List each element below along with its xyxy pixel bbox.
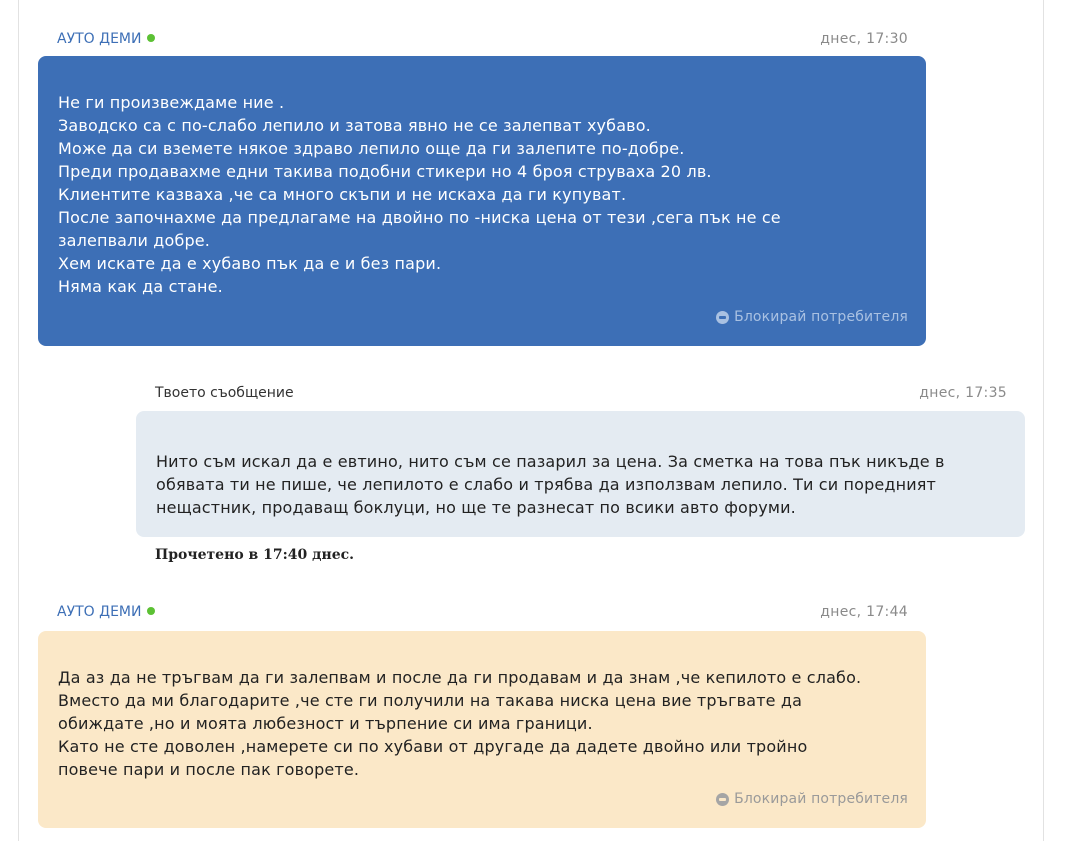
online-dot-icon [147, 607, 155, 615]
message-bubble-incoming [38, 631, 926, 828]
message-bubble-incoming [38, 56, 926, 346]
block-user-button[interactable] [716, 308, 908, 326]
block-user-button[interactable] [716, 790, 908, 808]
message-3-time: днес, 17:44 [820, 604, 908, 620]
message-text: Нито съм искал да е евтино, нито съм се пазарил за цена. За сметка на това пък никъде в обявата ти не пише, че лепилото е слабо и трябва да използвам лепило. Ти си поредният нещастник, продаващ боклуци, но ще те разнесат по всики авто форуми. [156, 452, 945, 517]
message-2-time: днес, 17:35 [919, 385, 1007, 401]
online-dot-icon [147, 34, 155, 42]
own-message-label: Твоето съобщение [155, 385, 294, 401]
block-user-icon [716, 793, 729, 806]
block-user-icon [716, 311, 729, 324]
message-3-sender[interactable] [57, 603, 155, 621]
block-user-label: Блокирай потребителя [734, 791, 908, 807]
block-user-label: Блокирай потребителя [734, 309, 908, 325]
sender-name[interactable]: АУТО ДЕМИ [57, 604, 142, 620]
message-text: Не ги произвеждаме ние . Заводско са с по-слабо лепило и затова явно не се залепват хубаво. Може да си вземете някое здраво лепило още да ги залепите по-добре. Преди продавахме едни такива подобни стикери но 4 броя струваха 20 лв. Клиентите казваха ,че са много скъпи и не искаха да ги купуват. После започнахме да предлагаме на двойно по -ниска цена от тези ,сега пък не се залепвали добре. Хем искате да е хубаво пък да е и без пари. Няма как да стане. [58, 93, 781, 296]
sender-name[interactable]: АУТО ДЕМИ [57, 31, 142, 47]
read-receipt: Прочетено в 17:40 днес. [155, 547, 355, 563]
message-text: Да аз да не тръгвам да ги залепвам и после да ги продавам и да знам ,че кепилото е слабо. Вместо да ми благодарите ,че сте ги получили на такава ниска цена вие тръгвате да обиждате ,но и моята любезност и търпение си има граници. Като не сте доволен ,намерете си по хубави от другаде да дадете двойно или тройно повече пари и после пак говорете. [58, 668, 862, 779]
message-1-sender[interactable] [57, 30, 155, 48]
message-bubble-outgoing [136, 411, 1025, 537]
message-1-time: днес, 17:30 [820, 31, 908, 47]
